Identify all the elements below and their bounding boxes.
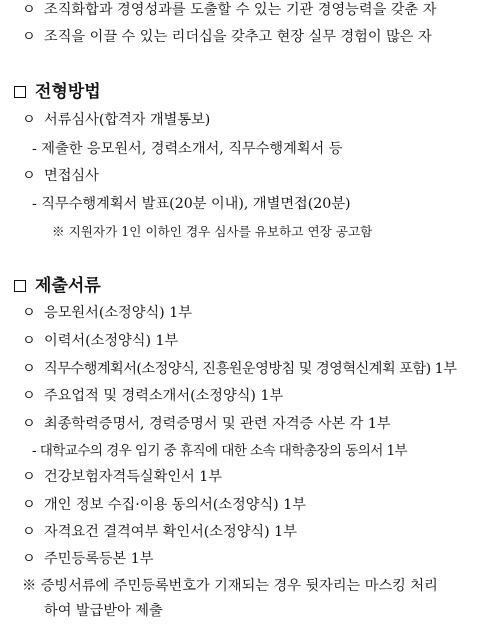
document-item-9: ㅇ 주민등록등본 1부 <box>22 551 154 567</box>
document-item-5: ㅇ 최종학력증명서, 경력증명서 및 관련 자격증 사본 각 1부 <box>22 416 391 432</box>
bullet-icon: ㅇ <box>22 416 36 432</box>
section-heading-selection: 전형방법 <box>14 80 101 104</box>
document-item-4: ㅇ 주요업적 및 경력소개서(소정양식) 1부 <box>22 388 284 404</box>
section-heading-documents: 제출서류 <box>14 274 101 298</box>
bullet-icon: ㅇ <box>22 469 36 485</box>
selection-interview-detail: - 직무수행계획서 발표(20분 이내), 개별면접(20분) <box>32 196 351 212</box>
selection-document-detail: - 제출한 응모원서, 경력소개서, 직무수행계획서 등 <box>32 141 343 157</box>
bullet-icon: ㅇ <box>22 388 36 404</box>
selection-item-document: ㅇ 서류심사(합격자 개별통보) <box>22 112 211 128</box>
qualification-item-1: ㅇ 조직화합과 경영성과를 도출할 수 있는 기관 경영능력을 갖춘 자 <box>22 2 437 18</box>
checkbox-square-icon <box>14 280 26 292</box>
bullet-icon: ㅇ <box>22 551 36 567</box>
selection-item-interview: ㅇ 면접심사 <box>22 168 99 184</box>
document-item-7: ㅇ 개인 정보 수집·이용 동의서(소정양식) 1부 <box>22 497 306 513</box>
document-item-1: ㅇ 응모원서(소정양식) 1부 <box>22 305 192 321</box>
bullet-icon: ㅇ <box>22 524 36 540</box>
document-masking-note-line1: ※ 증빙서류에 주민등록번호가 기재되는 경우 뒷자리는 마스킹 처리 <box>22 578 438 594</box>
document-masking-note-line2: 하여 발급받아 제출 <box>44 603 163 619</box>
selection-interview-note: ※ 지원자가 1인 이하인 경우 심사를 유보하고 연장 공고함 <box>52 224 373 239</box>
document-item-8: ㅇ 자격요건 결격여부 확인서(소정양식) 1부 <box>22 524 297 540</box>
bullet-icon: ㅇ <box>22 497 36 513</box>
document-professor-note: - 대학교수의 경우 임기 중 휴직에 대한 소속 대학총장의 동의서 1부 <box>32 443 408 459</box>
document-item-2: ㅇ 이력서(소정양식) 1부 <box>22 333 179 349</box>
qualification-item-2: ㅇ 조직을 이끌 수 있는 리더십을 갖추고 현장 실무 경험이 많은 자 <box>22 29 432 45</box>
document-item-6: ㅇ 건강보험자격득실확인서 1부 <box>22 469 222 485</box>
checkbox-square-icon <box>14 86 26 98</box>
bullet-icon: ㅇ <box>22 112 36 128</box>
bullet-icon: ㅇ <box>22 29 36 45</box>
bullet-icon: ㅇ <box>22 361 36 377</box>
bullet-icon: ㅇ <box>22 333 36 349</box>
document-item-3: ㅇ 직무수행계획서(소정양식, 진흥원운영방침 및 경영혁신계획 포함) 1부 <box>22 361 457 377</box>
bullet-icon: ㅇ <box>22 168 36 184</box>
bullet-icon: ㅇ <box>22 2 36 18</box>
bullet-icon: ㅇ <box>22 305 36 321</box>
